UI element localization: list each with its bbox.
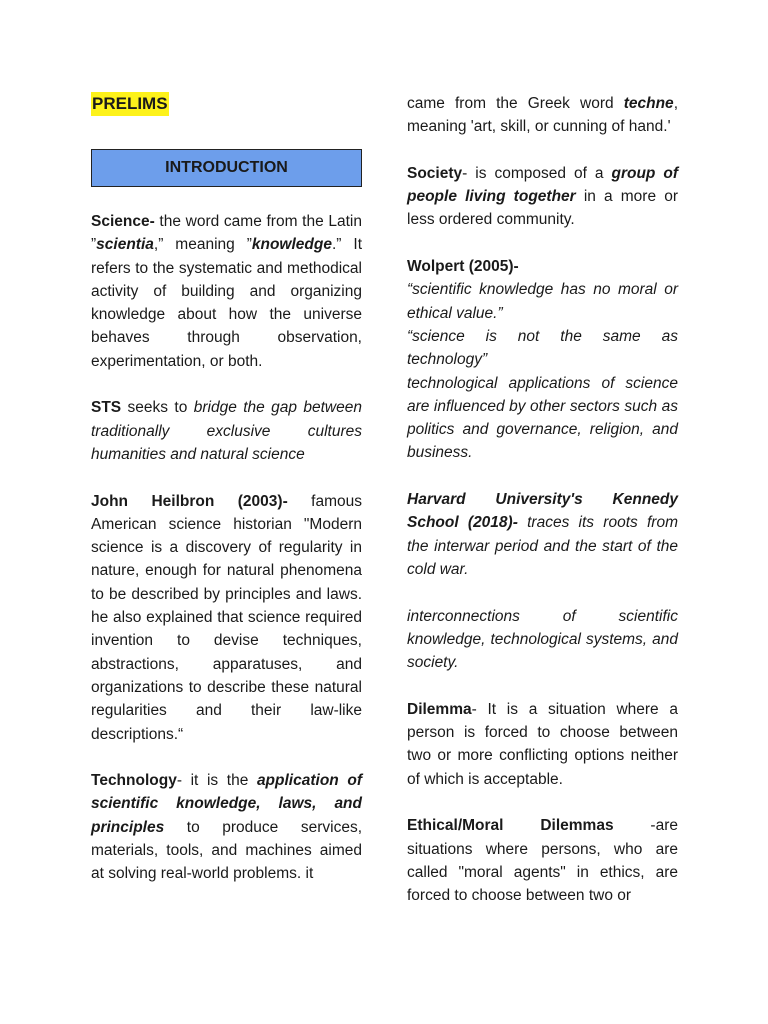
science-text-3: .” It refers to the systematic and methodical activity of building and organizing knowledge about how the universe behaves through observation, experimentation, or both. (91, 236, 363, 370)
heilbron-text: famous American science historian "Modern science is a discovery of regularity in nature, enough for natural phenomena to be described by principles and laws. he also explained that science required invention to devise techniques, abstractions, apparatuses, and organizations to describe these natural regularities and their law-like descriptions.“ (91, 492, 363, 743)
technology-definition: application of scientific knowledge, laws, and principles (91, 772, 362, 836)
ethical-dilemmas-text: -are situations where persons, who are called "moral agents" in ethics, are forced to choose between two or (407, 817, 678, 905)
introduction-heading: INTRODUCTION (91, 149, 362, 187)
right-column (407, 92, 678, 931)
sts-paragraph (91, 396, 362, 466)
wolpert-term: Wolpert (2005)- (407, 258, 519, 276)
heilbron-term: John Heilbron (2003)- (91, 492, 288, 510)
techne-word: techne (623, 95, 674, 112)
harvard-paragraph (407, 488, 678, 581)
science-text-1: the word came from the Latin ” (91, 213, 362, 254)
wolpert-paragraph (407, 255, 678, 465)
science-term: Science- (91, 213, 155, 230)
sts-term: STS (91, 399, 122, 417)
interconnections-paragraph (407, 605, 678, 675)
harvard-term: Harvard University's Kennedy School (2018)- (407, 491, 678, 532)
ethical-dilemmas-term: Ethical/Moral Dilemmas (407, 817, 614, 835)
society-text-2: in a more or less ordered community. (407, 188, 678, 229)
wolpert-quote-2: “science is not the same as technology” (407, 327, 678, 369)
science-latin-word: scientia (96, 236, 154, 254)
sts-italic-text: bridge the gap between traditionally exclusive cultures humanities and natural science (91, 399, 362, 463)
left-column (91, 92, 362, 909)
techne-text-2: , meaning 'art, skill, or cunning of hand.' (407, 95, 678, 136)
dilemma-paragraph (407, 698, 678, 791)
ethical-dilemmas-paragraph (407, 814, 678, 907)
dilemma-term: Dilemma (407, 700, 472, 718)
technology-text-2: to produce services, materials, tools, and machines aimed at solving real-world problems. it (91, 818, 362, 883)
technology-text-1: - it is the (176, 772, 257, 790)
society-term: Society (407, 164, 463, 182)
prelims-heading: PRELIMS (91, 92, 169, 116)
technology-term: Technology (91, 772, 177, 790)
society-text-1: - is composed of a (462, 164, 612, 182)
wolpert-quote-3: technological applications of science are influenced by other sectors such as politics and governance, religion, and business. (407, 374, 678, 462)
techne-paragraph (407, 92, 678, 139)
society-definition: group of people living together (407, 164, 679, 206)
dilemma-text: - It is a situation where a person is forced to choose between two or more conflicting options neither of which is acceptable. (407, 700, 678, 788)
sts-text-1: seeks to (121, 399, 194, 417)
harvard-text: traces its roots from the interwar period and the start of the cold war. (407, 514, 678, 578)
wolpert-quote-1: “scientific knowledge has no moral or ethical value.” (407, 281, 678, 322)
science-text-2: ,” meaning ” (153, 236, 252, 254)
technology-paragraph (91, 769, 362, 885)
society-paragraph (407, 162, 678, 232)
interconnections-text: interconnections of scientific knowledge, technological systems, and society. (407, 607, 678, 672)
science-paragraph (91, 210, 362, 373)
techne-text-1: came from the Greek word (407, 95, 624, 112)
science-meaning-word: knowledge (251, 236, 332, 254)
heilbron-paragraph (91, 490, 362, 746)
